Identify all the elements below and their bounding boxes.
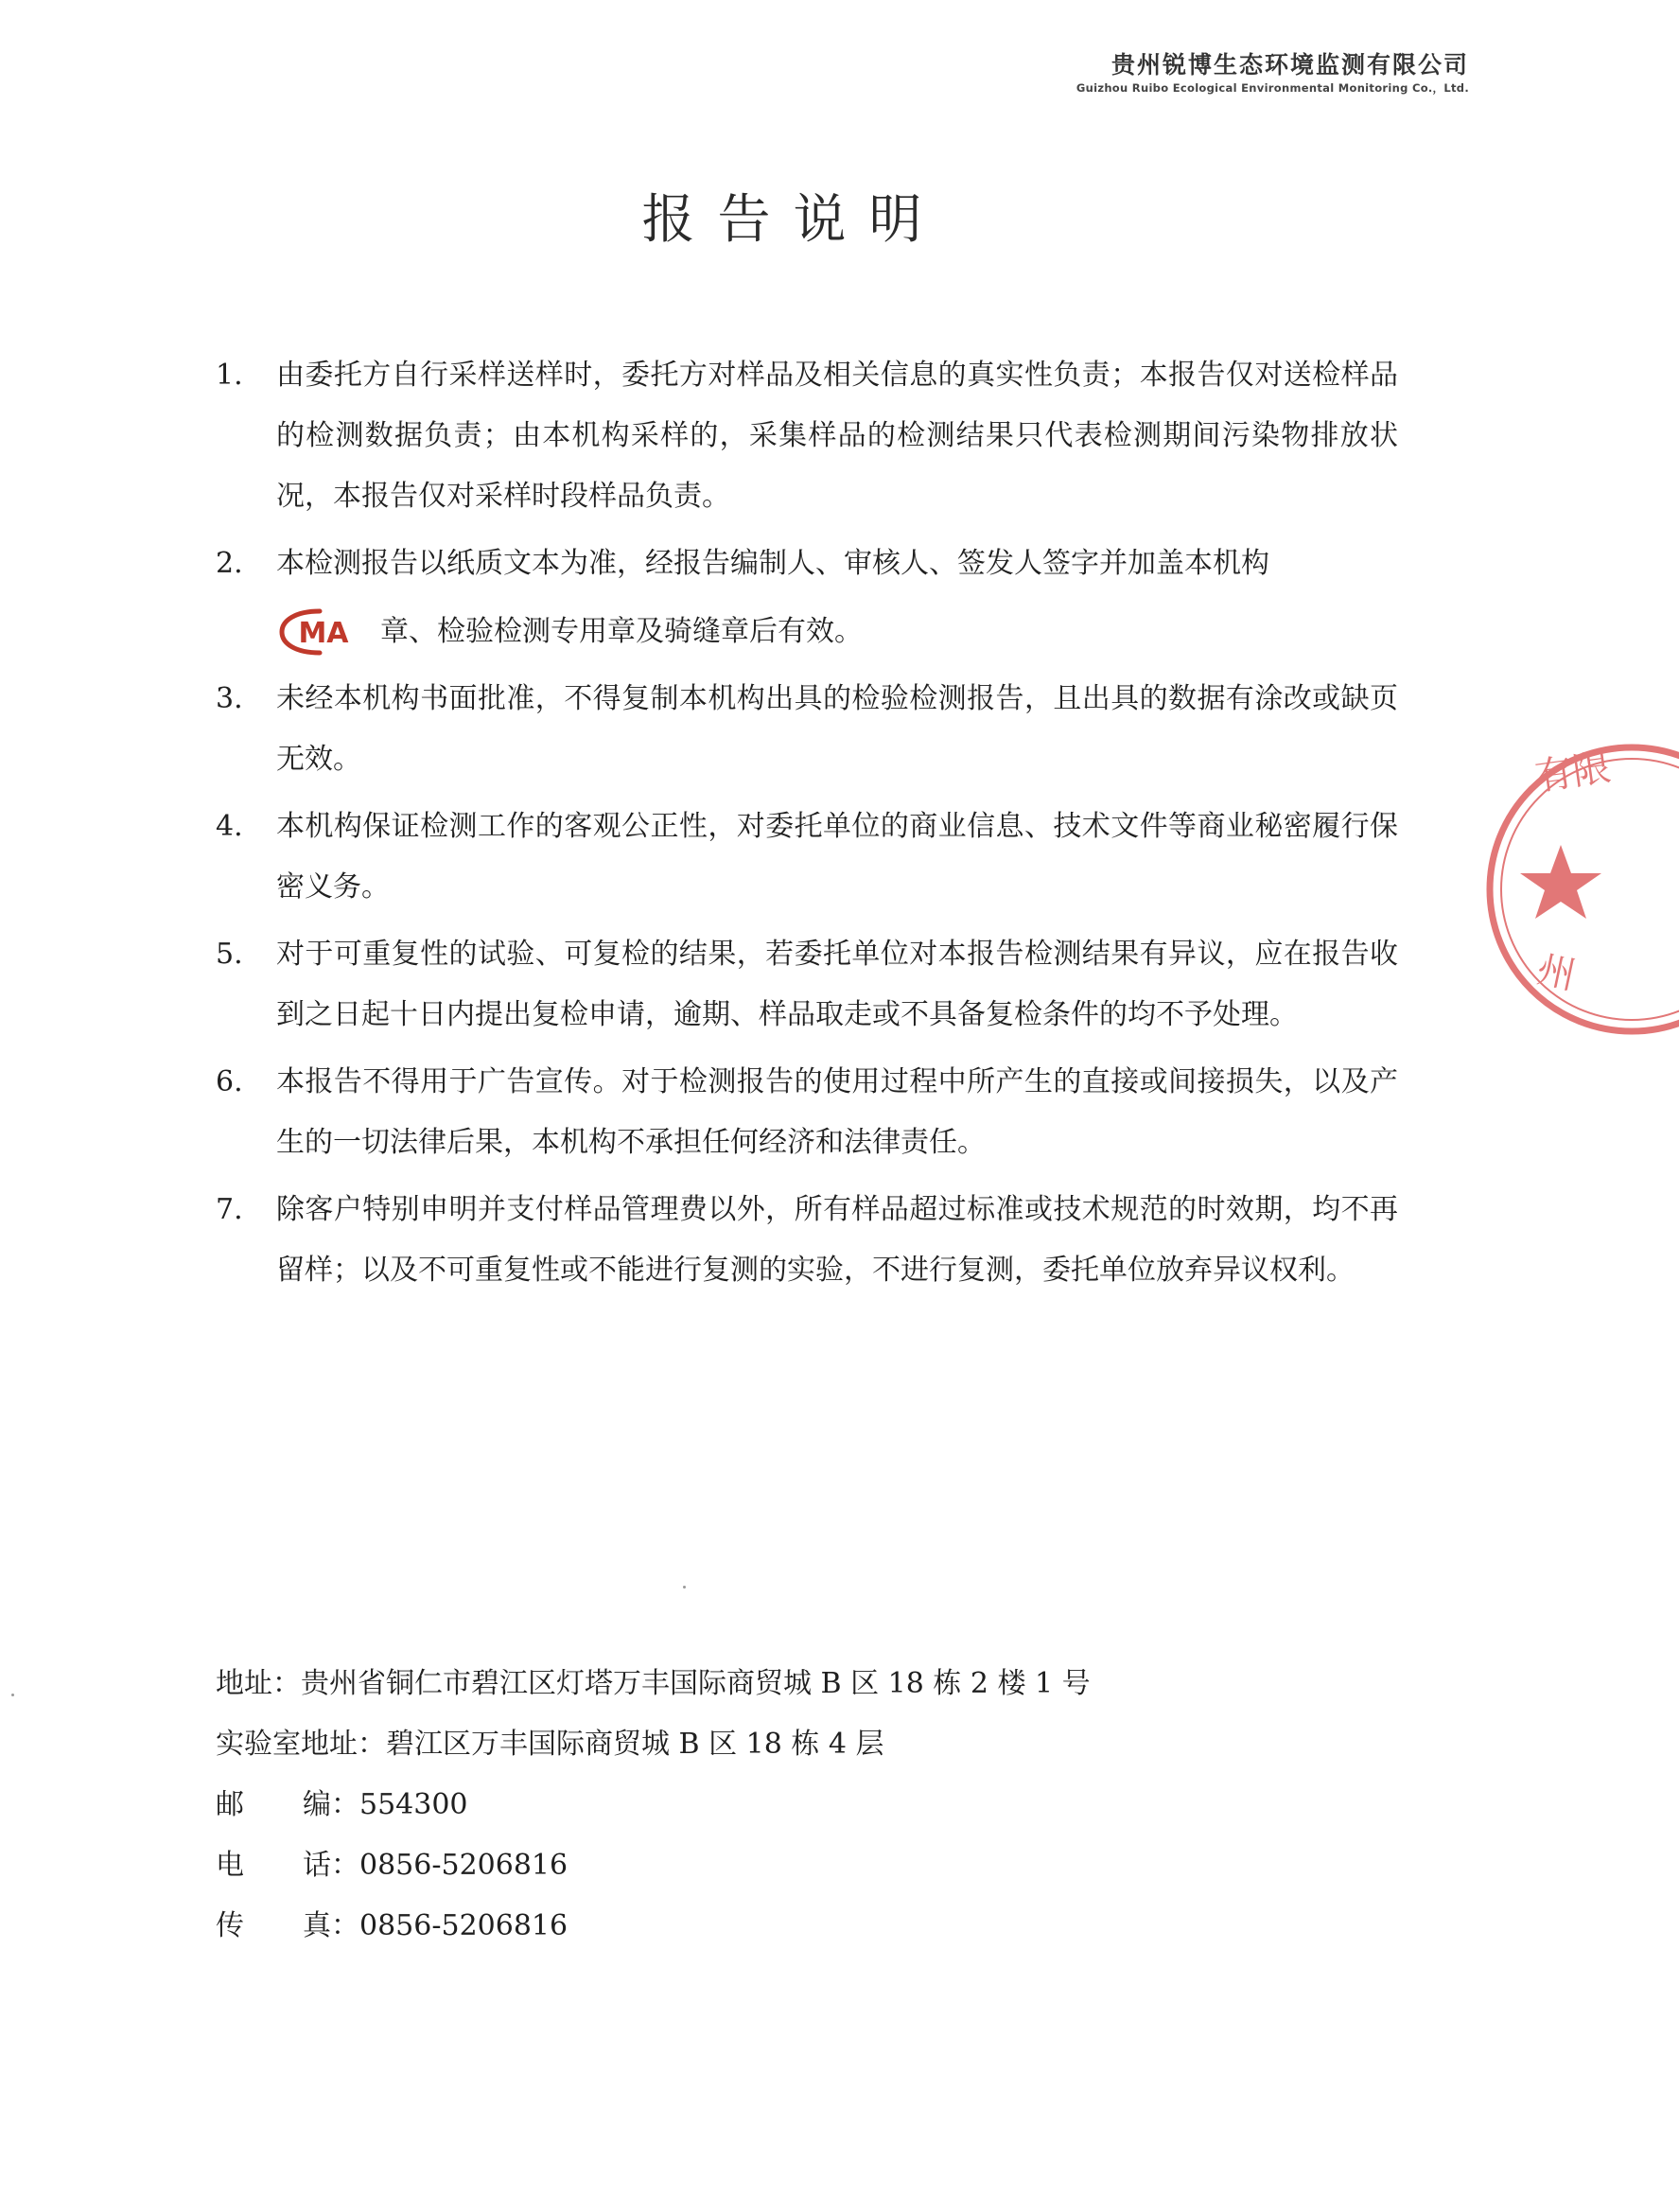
note-item-2 bbox=[216, 534, 1398, 662]
notes-list bbox=[216, 345, 1398, 1308]
note-item-3 bbox=[216, 669, 1398, 790]
colon: ： bbox=[331, 1788, 359, 1821]
note-text: 本机构保证检测工作的客观公正性，对委托单位的商业信息、技术文件等商业秘密履行保密义务。 bbox=[276, 810, 1398, 904]
note-text: 未经本机构书面批准，不得复制本机构出具的检验检测报告，且出具的数据有涂改或缺页无效。 bbox=[276, 682, 1398, 776]
note-number: 3. bbox=[216, 682, 243, 715]
note-item-6 bbox=[216, 1052, 1398, 1173]
scan-speck bbox=[683, 1586, 686, 1589]
note-text-after-logo: 章、检验检测专用章及骑缝章后有效。 bbox=[380, 615, 863, 648]
note-item-4 bbox=[216, 797, 1398, 918]
fax-label: 传真 bbox=[216, 1909, 331, 1942]
note-item-5 bbox=[216, 924, 1398, 1045]
note-number: 5. bbox=[216, 938, 243, 971]
scan-speck bbox=[11, 1694, 14, 1696]
seal-stamp-icon bbox=[1471, 733, 1679, 1045]
report-title: 报告说明 bbox=[641, 189, 945, 251]
lab-address-label: 实验室地址： bbox=[216, 1728, 386, 1761]
page-header bbox=[1076, 49, 1469, 95]
note-text: 本报告不得用于广告宣传。对于检测报告的使用过程中所产生的直接或间接损失，以及产生的一切法律后果，本机构不承担任何经济和法律责任。 bbox=[276, 1065, 1398, 1159]
phone-row bbox=[216, 1835, 1256, 1896]
note-text: 对于可重复性的试验、可复检的结果，若委托单位对本报告检测结果有异议，应在报告收到之日起十日内提出复检申请，逾期、样品取走或不具备复检条件的均不予处理。 bbox=[276, 938, 1398, 1031]
company-name-cn: 贵州锐博生态环境监测有限公司 bbox=[1111, 51, 1469, 79]
contact-info bbox=[216, 1654, 1256, 1957]
address-value: 贵州省铜仁市碧江区灯塔万丰国际商贸城 B 区 18 栋 2 楼 1 号 bbox=[301, 1667, 1091, 1700]
phone-label: 电话 bbox=[216, 1849, 331, 1882]
note-number: 4. bbox=[216, 810, 243, 843]
cma-line bbox=[276, 602, 1398, 662]
note-text: 本检测报告以纸质文本为准，经报告编制人、审核人、签发人签字并加盖本机构 bbox=[276, 547, 1269, 580]
address-label: 地址： bbox=[216, 1667, 301, 1700]
stamp-text-bottom: 州 bbox=[1532, 947, 1580, 999]
note-number: 6. bbox=[216, 1065, 243, 1098]
stamp-text-top: 有限 bbox=[1531, 746, 1614, 799]
colon: ： bbox=[331, 1849, 359, 1882]
postcode-row bbox=[216, 1775, 1256, 1835]
note-text: 除客户特别申明并支付样品管理费以外，所有样品超过标准或技术规范的时效期，均不再留样；以及不可重复性或不能进行复测的实验，不进行复测，委托单位放弃异议权利。 bbox=[276, 1193, 1398, 1287]
note-number: 2. bbox=[216, 547, 243, 580]
colon: ： bbox=[331, 1909, 359, 1942]
phone-value: 0856-5206816 bbox=[359, 1849, 568, 1882]
fax-value: 0856-5206816 bbox=[359, 1909, 568, 1942]
fax-row bbox=[216, 1896, 1256, 1957]
note-number: 7. bbox=[216, 1193, 243, 1226]
cma-logo-text: MA bbox=[298, 617, 349, 650]
note-text: 由委托方自行采样送样时，委托方对样品及相关信息的真实性负责；本报告仅对送检样品的检测数据负责；由本机构采样的，采集样品的检测结果只代表检测期间污染物排放状况，本报告仅对采样时段样品负责。 bbox=[276, 359, 1398, 513]
cma-logo-icon bbox=[276, 607, 363, 657]
postcode-value: 554300 bbox=[359, 1788, 468, 1821]
lab-address-value: 碧江区万丰国际商贸城 B 区 18 栋 4 层 bbox=[386, 1728, 884, 1761]
note-item-1 bbox=[216, 345, 1398, 527]
company-name-en: Guizhou Ruibo Ecological Environmental Monitoring Co.，Ltd. bbox=[1076, 81, 1469, 95]
address-row bbox=[216, 1654, 1256, 1714]
lab-address-row bbox=[216, 1714, 1256, 1775]
note-item-7 bbox=[216, 1180, 1398, 1301]
postcode-label: 邮编 bbox=[216, 1788, 331, 1821]
note-number: 1. bbox=[216, 359, 243, 392]
